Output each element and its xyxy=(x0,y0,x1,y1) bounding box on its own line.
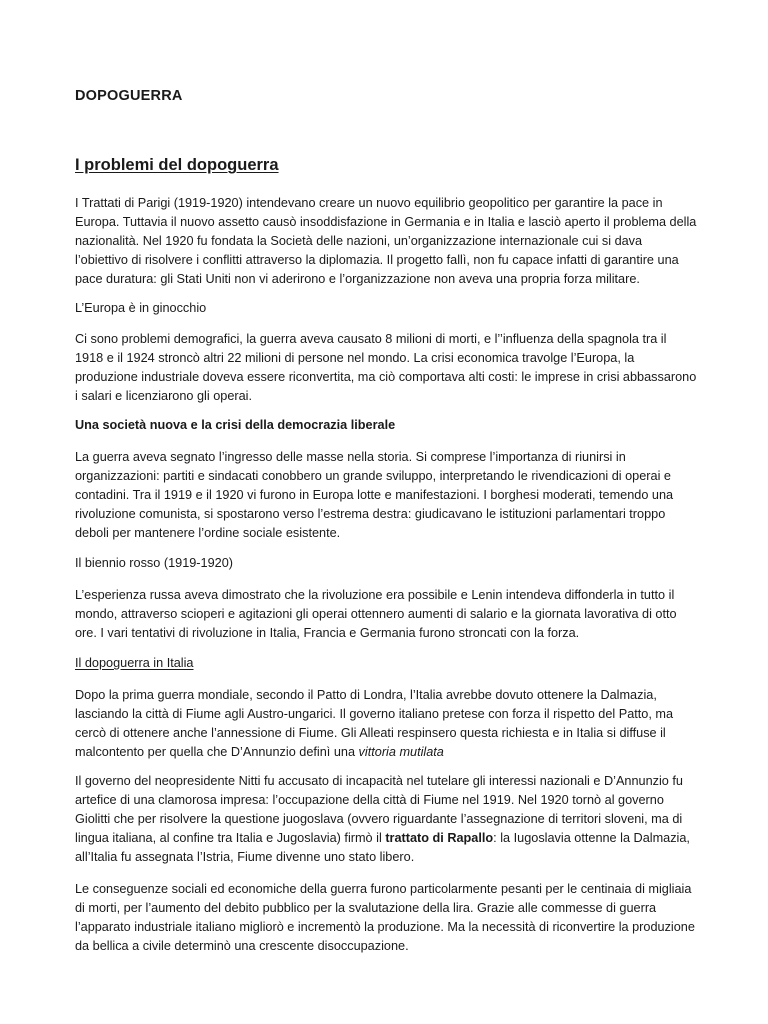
subheading-biennio-rosso: Il biennio rosso (1919-1920) xyxy=(75,556,233,570)
trattato-rapallo-phrase: trattato di Rapallo xyxy=(385,831,494,845)
paragraph-fiume xyxy=(75,772,697,867)
paragraph-fiume-text-a: Il governo del neopresidente Nitti fu accusato di incapacità nel tutelare gli interessi nazionali e D’Annunzio fu artefice di una clamorosa impresa: l’occupazione della città di Fiume nel 1919. Nel 1920 tornò al governo Giolitti che per risolvere la questione juogoslava (ovvero riguardante l’assegnazione di territori sloveni, ma di lingua italiana, al confine tra Italia e Jugoslavia) firmò il xyxy=(75,774,683,845)
paragraph-europa: Ci sono problemi demografici, la guerra aveva causato 8 milioni di morti, e l’’influenza della spagnola tra il 1918 e il 1924 stroncò altri 22 milioni di persone nel mondo. La crisi economica travolge l’Europa, la produzione industriale doveva essere riconvertita, ma ciò comportava alti costi: le imprese in crisi abbassarono i salari e licenziarono gli operai. xyxy=(75,332,697,403)
subheading-societa: Una società nuova e la crisi della democrazia liberale xyxy=(75,418,396,432)
paragraph-trattati: I Trattati di Parigi (1919-1920) intendevano creare un nuovo equilibrio geopolitico per garantire la pace in Europa. Tuttavia il nuovo assetto causò insoddisfazione in Germania e in Italia e lasciò aperto il problema della nazionalità. Nel 1920 fu fondata la Società delle nazioni, un’organizzazione internazionale cui si dava l’obiettivo di risolvere i conflitti attraverso la diplomazia. Il progetto fallì, non fu capace infatti di garantire una pace duratura: gli Stati Uniti non vi aderirono e l’organizzazione non aveva una propria forza militare. xyxy=(75,196,697,286)
paragraph-fiume-text-b: : la Iugoslavia ottenne la Dalmazia, all’Italia fu assegnata l’Istria, Fiume divenne uno stato libero. xyxy=(75,831,690,864)
document-title: DOPOGUERRA xyxy=(75,88,183,104)
paragraph-societa: La guerra aveva segnato l’ingresso delle masse nella storia. Si comprese l’importanza di riunirsi in organizzazioni: partiti e sindacati conobbero un grande sviluppo, interpretando le rivendicazioni di operai e contadini. Tra il 1919 e il 1920 vi furono in Europa lotte e manifestazioni. I borghesi moderati, temendo una rivoluzione comunista, si spostarono verso l’estrema destra: giudicavano le istituzioni parlamentari troppo deboli per mantenere l’ordine sociale esistente. xyxy=(75,450,674,540)
paragraph-biennio-rosso: L’esperienza russa aveva dimostrato che la rivoluzione era possibile e Lenin intendeva diffonderla in tutto il mondo, attraverso scioperi e agitazioni gli operai ottennero aumenti di salario e la giornata lavorativa di otto ore. I vari tentativi di rivoluzione in Italia, Francia e Germania furono stroncati con la forza. xyxy=(75,588,677,640)
subheading-europa: L’Europa è in ginocchio xyxy=(75,301,207,315)
paragraph-patto-londra-text: Dopo la prima guerra mondiale, secondo il Patto di Londra, l’Italia avrebbe dovuto ottenere la Dalmazia, lasciando la città di Fiume agli Austro-ungarici. Il governo italiano pretese con forza il rispetto del Patto, ma cercò di ottenere anche l’annessione di Fiume. Gli Alleati respinsero questa richiesta e in Italia si diffuse il malcontento per quella che D’Annunzio definì una xyxy=(75,688,674,759)
subheading-dopoguerra-italia: Il dopoguerra in Italia xyxy=(75,656,194,670)
vittoria-mutilata-phrase: vittoria mutilata xyxy=(358,745,444,759)
paragraph-conseguenze: Le conseguenze sociali ed economiche della guerra furono particolarmente pesanti per le centinaia di migliaia di morti, per l’aumento del debito pubblico per la svalutazione della lira. Grazie alle commesse di guerra l’apparato industriale italiano migliorò e incrementò la produzione. Ma la necessità di riconvertire la produzione da bellica a civile determinò una crescente disoccupazione. xyxy=(75,882,695,953)
paragraph-patto-londra xyxy=(75,686,697,762)
section-title: I problemi del dopoguerra xyxy=(75,156,279,174)
